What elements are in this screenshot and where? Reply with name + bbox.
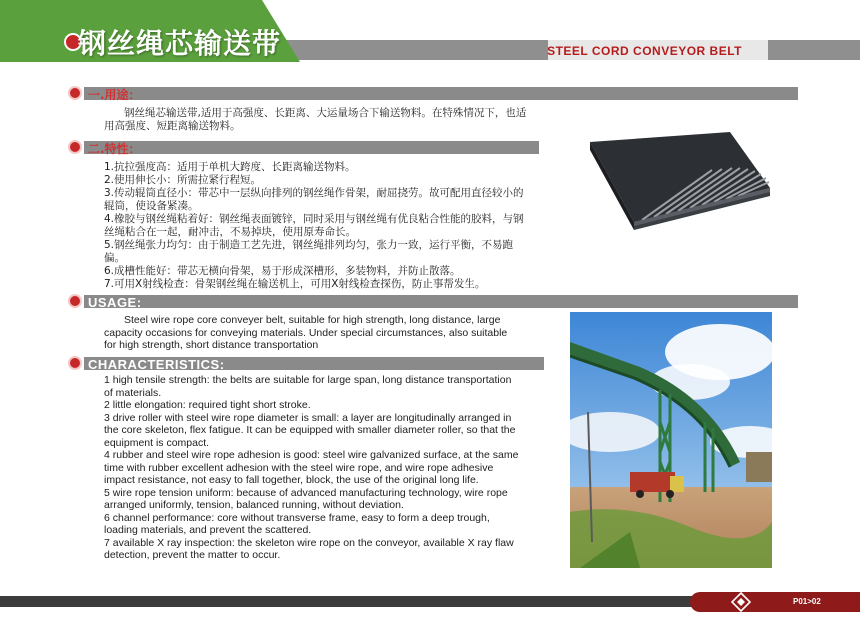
section-body-characteristics-en bbox=[104, 374, 564, 562]
section-heading-use-cn: 一.用途： bbox=[88, 88, 141, 102]
section-heading-characteristics-en: CHARACTERISTICS: bbox=[88, 357, 225, 372]
section-bar-use bbox=[84, 87, 798, 100]
section-heading-usage-en: USAGE: bbox=[88, 295, 142, 310]
section-heading-features-cn: 二.特性： bbox=[88, 142, 141, 156]
text-line: 用高强度、短距离输送物料。 bbox=[104, 120, 241, 132]
text-line: arranged uniformly, tension, balanced running, without deviation. bbox=[104, 499, 404, 511]
section-body-features-cn bbox=[104, 161, 564, 291]
section-bullet-icon bbox=[68, 140, 82, 154]
text-line: 3.传动辊筒直径小：带芯中一层纵向排列的钢丝绳作骨架，耐屈挠劳。故可配用直径较小的 bbox=[104, 187, 524, 199]
text-line: 5 wire rope tension uniform: because of advanced manufacturing technology, wire rope bbox=[104, 486, 508, 499]
text-line: 2.使用伸长小：所需拉紧行程短。 bbox=[104, 174, 262, 186]
text-line: time with rubber excellent adhesion with the steel wire rope, and wire rope adhesive bbox=[104, 461, 494, 474]
section-body-usage-en bbox=[104, 314, 564, 352]
text-line: 4.橡胶与钢丝绳粘着好：钢丝绳表面镀锌，同时采用与钢丝绳有优良粘合性能的胶料，与钢 bbox=[104, 213, 524, 225]
text-line: 6.成槽性能好：带芯无横向骨架，易于形成深槽形，多装物料，并防止散落。 bbox=[104, 265, 461, 277]
text-line: 4 rubber and steel wire rope adhesion is good: steel wire galvanized surface, at the same bbox=[104, 449, 519, 461]
text-line: for high strength, short distance transportation bbox=[104, 339, 319, 351]
section-bar-usage bbox=[84, 295, 798, 308]
text-line: 7 available X ray inspection: the skeleton wire rope on the conveyor, available X ray flaw bbox=[104, 536, 514, 549]
section-bullet-icon bbox=[68, 356, 82, 370]
text-line: equipment is compact. bbox=[104, 436, 210, 449]
section-body-use-cn bbox=[104, 107, 564, 133]
text-line: 2 little elongation: required tight short stroke. bbox=[104, 399, 311, 411]
section-bullet-icon bbox=[68, 86, 82, 100]
text-line: loading materials, and prevent the scattered. bbox=[104, 524, 312, 536]
text-line: Steel wire rope core conveyer belt, suitable for high strength, long distance, large bbox=[124, 314, 501, 326]
footer-page-tab bbox=[690, 592, 860, 612]
section-bar-features bbox=[84, 141, 539, 154]
text-line: detection, prevent the matter to occur. bbox=[104, 549, 281, 561]
text-line: 6 channel performance: core without transverse frame, easy to form a deep trough, bbox=[104, 511, 490, 524]
belt-product-image bbox=[580, 130, 780, 240]
text-line: 丝绳粘合在一起，耐冲击，不易掉块，使用原寿命长。 bbox=[104, 226, 356, 238]
text-line: the core skeleton, flex fatigue. It can be equipped with smaller diameter roller, so that the bbox=[104, 424, 516, 436]
text-line: 5.钢丝绳张力均匀：由于制造工艺先进，钢丝绳排列均匀，张力一致，运行平衡，不易跑 bbox=[104, 239, 514, 251]
page-title-en: STEEL CORD CONVEYOR BELT bbox=[547, 44, 742, 58]
page-title-cn: 钢丝绳芯输送带 bbox=[78, 27, 282, 60]
conveyor-photo bbox=[570, 312, 772, 568]
text-line: 1.抗拉强度高：适用于单机大跨度、长距离输送物料。 bbox=[104, 161, 356, 173]
text-line: 偏。 bbox=[104, 252, 125, 264]
text-line: 3 drive roller with steel wire rope diameter is small: a layer are longitudinally arranged in bbox=[104, 411, 512, 424]
text-line: of materials. bbox=[104, 386, 162, 399]
text-line: capacity occasions for conveying materials. Under special circumstances, also suitable bbox=[104, 326, 508, 339]
section-bullet-icon bbox=[68, 294, 82, 308]
text-line: impact resistance, not easy to fall together, block, the use of the original long life. bbox=[104, 474, 479, 486]
text-line: 钢丝绳芯输送带,适用于高强度、长距离、大运量场合下输送物料。在特殊情况下，也适 bbox=[124, 107, 527, 119]
page-number: P01>02 bbox=[793, 597, 821, 606]
text-line: 7.可用X射线检查：骨架钢丝绳在输送机上，可用X射线检查探伤，防止事帮发生。 bbox=[104, 278, 486, 290]
footer-logo-icon bbox=[730, 592, 752, 612]
text-line: 辊筒，使设备紧凑。 bbox=[104, 200, 199, 212]
text-line: 1 high tensile strength: the belts are suitable for large span, long distance transportation bbox=[104, 374, 512, 386]
